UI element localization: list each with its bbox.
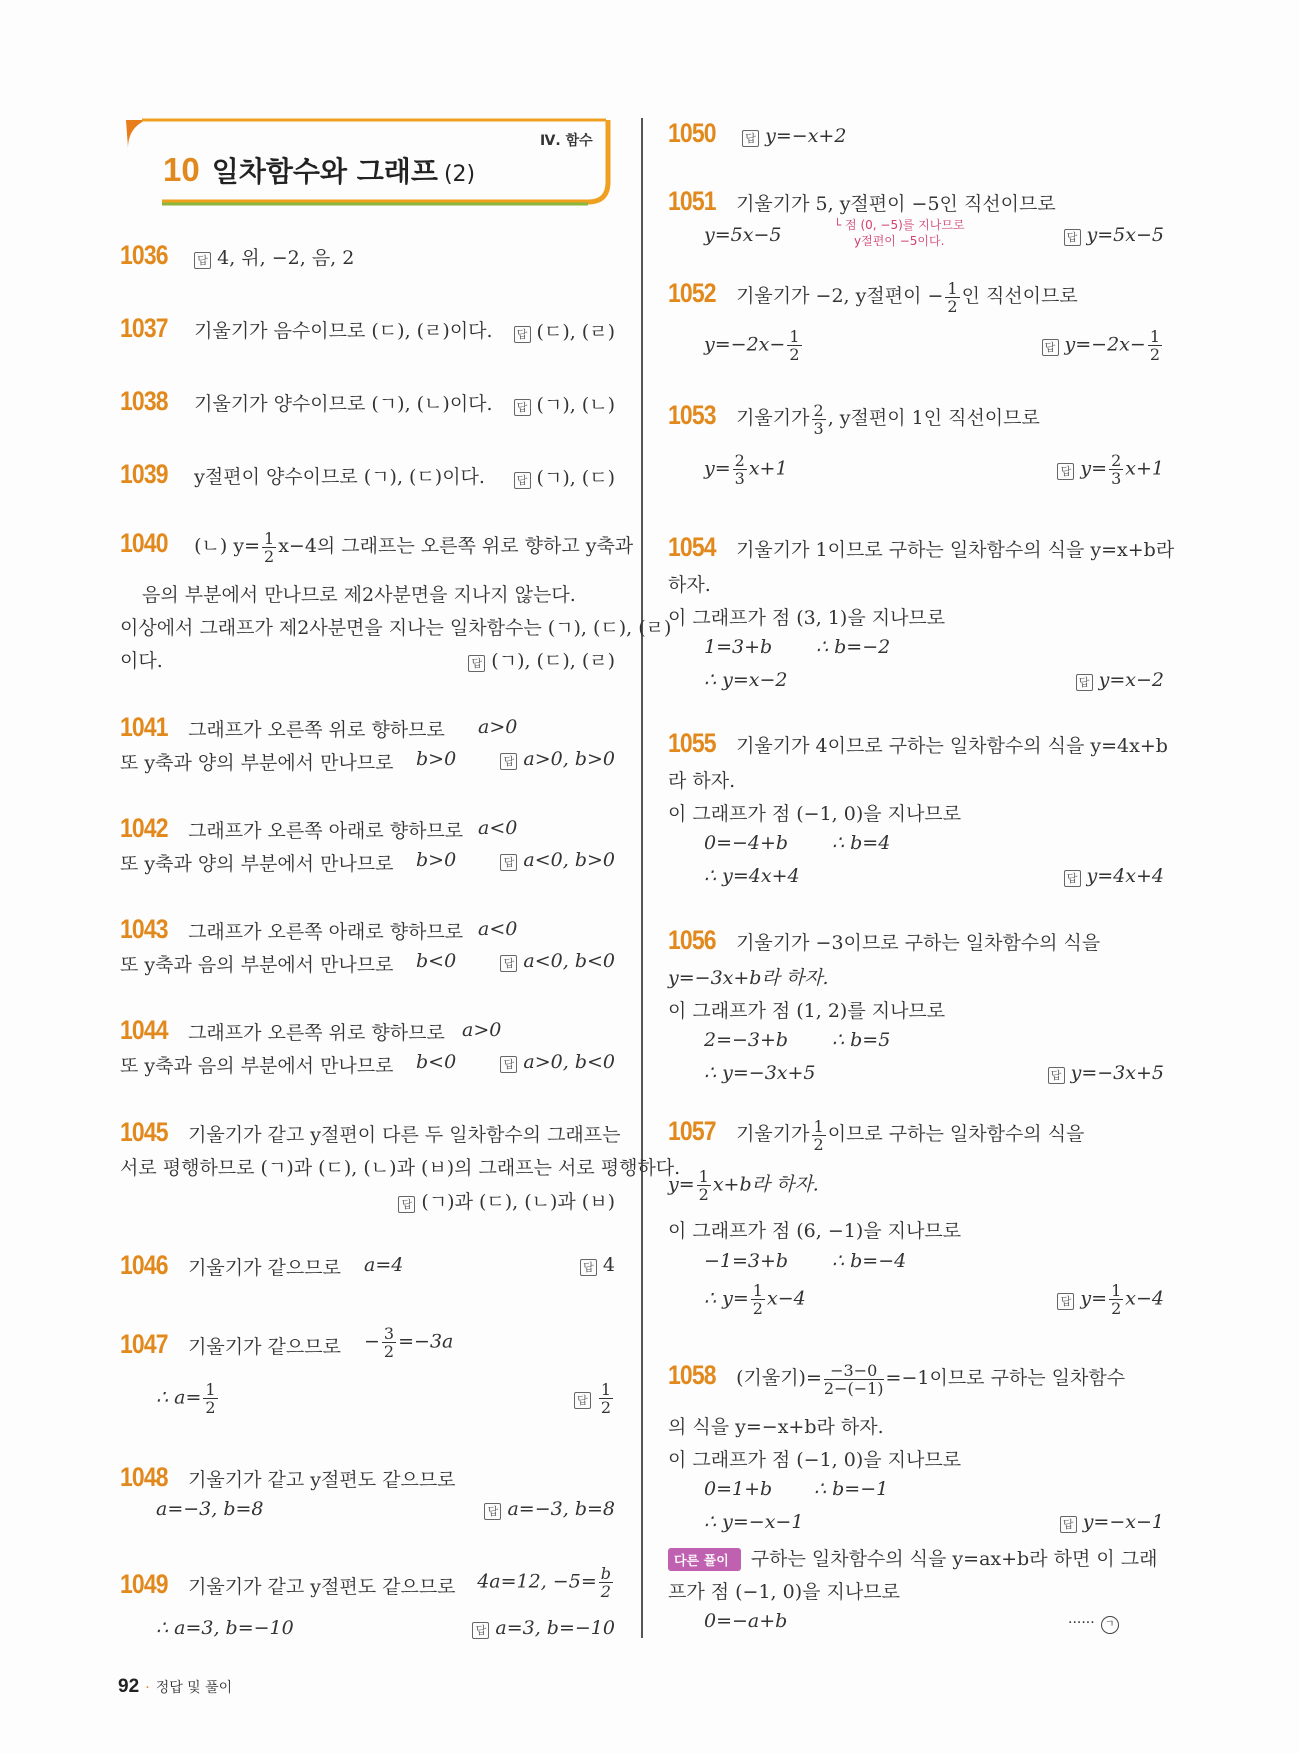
problem-number: 1043 — [120, 914, 168, 944]
equation: ∴ b=4 — [832, 832, 891, 854]
answer-icon: 답 — [1057, 463, 1074, 480]
fraction: $\frac{1}{2}$ — [947, 278, 958, 316]
answer-text: a=3, b=−10 — [495, 1617, 615, 1639]
answer-icon: 답 — [1076, 674, 1093, 691]
answer-text: y=−x+2 — [765, 125, 847, 147]
page-number: 92 — [118, 1676, 140, 1697]
problem-1054 — [668, 532, 1175, 692]
answer-text: y= — [1080, 1287, 1108, 1310]
solution-text: 기울기가 같고 y절편이 다른 두 일차함수의 그래프는 — [188, 1124, 621, 1146]
equation: ∴ a=3, b=−10 — [156, 1617, 294, 1639]
problem-1036 — [120, 240, 354, 271]
equation: y=−2x− $\frac{1}{2}$ — [704, 327, 800, 364]
alternative-solution-tag: 다른 풀이 — [668, 1548, 741, 1571]
answer-text: (ㄷ), (ㄹ) — [536, 321, 615, 343]
solution-text: 기울기가 −2, y절편이 − — [736, 285, 944, 307]
equation: 1=3+b — [704, 636, 773, 658]
equation: −1=3+b — [704, 1250, 789, 1272]
problem-1038 — [120, 386, 615, 417]
solution-text: 이 그래프가 점 (1, 2)를 지나므로 — [668, 1000, 946, 1022]
problem-number: 1047 — [120, 1329, 168, 1359]
chapter-header — [118, 118, 610, 202]
solution-text: 기울기가 음수이므로 (ㄷ), (ㄹ)이다. — [194, 320, 493, 342]
solution-text: 기울기가 5, y절편이 −5인 직선이므로 — [736, 193, 1056, 215]
problem-1046 — [120, 1250, 615, 1290]
problem-1044 — [120, 1015, 615, 1085]
equation-reference: ······ ㄱ — [1068, 1610, 1119, 1634]
problem-1050 — [668, 118, 846, 149]
problem-1051 — [668, 186, 1164, 256]
equation: y= $\frac{1}{2}$ x+b라 하자. — [668, 1167, 819, 1204]
fraction: $\frac{-3-0}{2-(-1)}$ — [823, 1360, 884, 1398]
solution-text: 이므로 구하는 일차함수의 식을 — [827, 1123, 1085, 1145]
solution-text: 기울기가 같으므로 — [188, 1336, 341, 1358]
problem-number: 1056 — [668, 925, 716, 955]
answer-icon: 답 — [742, 130, 759, 147]
solution-text: 기울기가 4이므로 구하는 일차함수의 식을 y=4x+b — [736, 735, 1168, 757]
solution-text: 기울기가 −3이므로 구하는 일차함수의 식을 — [736, 932, 1101, 954]
answer-text: 4, 위, −2, 음, 2 — [217, 247, 355, 269]
equation: ∴ y= $\frac{1}{2}$ x−4 — [704, 1281, 806, 1318]
solution-text: 이다. — [120, 650, 163, 672]
solution-text: 서로 평행하므로 (ㄱ)과 (ㄷ), (ㄴ)과 (ㅂ)의 그래프는 서로 평행하다. — [120, 1157, 681, 1179]
answer-text: y=−2x− — [1064, 333, 1146, 356]
problem-1057: 1057 기울기가 $\frac{1}{2}$ 이므로 구하는 일차함수의 식을 y= $\frac{1}{2}$ x+b라 하자. 이 그래프가 점 (6, −1)을 지나므로 −1=3+b ∴ b=−4 ∴ y= $\frac{1}{2}$ x−4 답 y= $\frac{1}{2}$ x−4 — [668, 1116, 1164, 1318]
condition-a: a>0 — [462, 1019, 502, 1041]
problem-1047 — [120, 1325, 615, 1425]
section-label: Ⅳ. 함수 — [540, 133, 593, 149]
annotation-note: └ 점 (0, −5)를 지나므로 — [834, 218, 965, 232]
solution-text: 라 하자. — [668, 770, 736, 792]
problem-number: 1058 — [668, 1360, 716, 1390]
answer-icon: 답 — [1060, 1516, 1077, 1533]
solution-text: x−4의 그래프는 오른쪽 위로 향하고 y축과 — [278, 535, 634, 557]
answer-icon: 답 — [514, 399, 531, 416]
problem-number: 1057 — [668, 1116, 716, 1146]
problem-number: 1038 — [120, 386, 168, 416]
problem-1039 — [120, 459, 615, 490]
problem-1041 — [120, 712, 615, 782]
answer-icon: 답 — [574, 1392, 591, 1409]
equation: ∴ y=−x−1 — [704, 1511, 804, 1533]
problem-1049 — [120, 1565, 615, 1645]
solution-text: 그래프가 오른쪽 위로 향하므로 — [188, 1022, 445, 1044]
column-divider — [641, 118, 643, 1638]
solution-text: 기울기가 양수이므로 (ㄱ), (ㄴ)이다. — [194, 393, 493, 415]
problem-number: 1045 — [120, 1117, 168, 1147]
condition-b: b>0 — [416, 748, 457, 770]
solution-text: 또 y축과 양의 부분에서 만나므로 — [120, 752, 394, 774]
condition-a: a>0 — [478, 716, 518, 738]
answer-icon: 답 — [500, 1056, 517, 1073]
fraction: $\frac{2}{3}$ — [813, 400, 824, 438]
solution-text: y절편이 양수이므로 (ㄱ), (ㄷ)이다. — [194, 466, 485, 488]
answer-text: (ㄱ), (ㄴ) — [536, 394, 615, 416]
condition-a: a=4 — [364, 1254, 404, 1276]
solution-text: 그래프가 오른쪽 위로 향하므로 — [188, 719, 445, 741]
answer-text: (ㄱ)과 (ㄷ), (ㄴ)과 (ㅂ) — [421, 1191, 615, 1213]
problem-number: 1037 — [120, 313, 168, 343]
solution-text: , y절편이 1인 직선이므로 — [827, 407, 1040, 429]
solution-text: 기울기가 — [736, 407, 810, 429]
answer-icon: 답 — [1064, 870, 1081, 887]
equation: 4a=12, −5= $\frac{b}{2}$ — [477, 1564, 611, 1601]
equation: − $\frac{3}{2}$ =−3a — [364, 1324, 454, 1361]
problem-number: 1054 — [668, 532, 716, 562]
answer-text: a=−3, b=8 — [507, 1498, 615, 1520]
problem-1053: 1053 기울기가 $\frac{2}{3}$ , y절편이 1인 직선이므로 y= $\frac{2}{3}$ x+1 답 y= $\frac{2}{3}$ x+1 — [668, 400, 1164, 488]
answer-text: y=−x−1 — [1082, 1511, 1164, 1533]
answer-icon: 답 — [514, 326, 531, 343]
problem-number: 1040 — [120, 528, 168, 558]
answer-text: a<0, b<0 — [523, 950, 615, 972]
condition-b: b<0 — [416, 1051, 457, 1073]
answer-text: y=−3x+5 — [1070, 1062, 1164, 1084]
condition-b: b<0 — [416, 950, 457, 972]
solution-text: 이상에서 그래프가 제2사분면을 지나는 일차함수는 (ㄱ), (ㄷ), (ㄹ) — [120, 617, 672, 639]
condition-a: a<0 — [478, 817, 518, 839]
equation: 0=1+b — [704, 1478, 773, 1500]
equation: y=5x−5 — [704, 224, 782, 246]
problem-1042 — [120, 813, 615, 883]
problem-number: 1044 — [120, 1015, 168, 1045]
answer-icon: 답 — [1042, 339, 1059, 356]
problem-1048 — [120, 1462, 615, 1532]
chapter-number: 10 — [163, 151, 200, 188]
solution-text: 그래프가 오른쪽 아래로 향하므로 — [188, 921, 464, 943]
problem-1058 — [668, 1360, 1164, 1650]
equation: ∴ y=x−2 — [704, 669, 788, 691]
fraction: $\frac{1}{2}$ — [264, 528, 275, 566]
solution-text: 인 직선이므로 — [961, 285, 1078, 307]
problem-number: 1050 — [668, 118, 716, 148]
chapter-part: (2) — [443, 162, 476, 187]
solution-text: 또 y축과 음의 부분에서 만나므로 — [120, 954, 394, 976]
fraction: $\frac{1}{2}$ — [813, 1116, 824, 1154]
equation: ∴ b=5 — [832, 1029, 891, 1051]
problem-number: 1048 — [120, 1462, 168, 1492]
chapter-title-line — [163, 150, 475, 190]
answer-text: y=5x−5 — [1086, 224, 1164, 246]
problem-number: 1052 — [668, 278, 716, 308]
answer-text: a>0, b<0 — [523, 1051, 615, 1073]
answer-text: 4 — [602, 1254, 615, 1276]
solution-text: 기울기가 — [736, 1123, 810, 1145]
problem-1037 — [120, 313, 615, 344]
equation: 0=−4+b — [704, 832, 789, 854]
problem-number: 1039 — [120, 459, 168, 489]
equation: ∴ b=−2 — [816, 636, 891, 658]
answer-icon: 답 — [398, 1196, 415, 1213]
answer-text: $\frac{1}{2}$ — [600, 1380, 611, 1417]
answer-icon: 답 — [472, 1622, 489, 1639]
solution-text: 기울기가 같으므로 — [188, 1257, 341, 1279]
answer-text: y=x−2 — [1098, 669, 1164, 691]
solution-text: 이 그래프가 점 (−1, 0)을 지나므로 — [668, 803, 962, 825]
answer-text: a>0, b>0 — [523, 748, 615, 770]
footer-label: 정답 및 풀이 — [155, 1680, 233, 1696]
equation: ∴ y=−3x+5 — [704, 1062, 816, 1084]
answer-icon: 답 — [500, 955, 517, 972]
problem-1043 — [120, 914, 615, 984]
solution-text: 기울기가 1이므로 구하는 일차함수의 식을 y=x+b라 — [736, 539, 1175, 561]
solution-text: 그래프가 오른쪽 아래로 향하므로 — [188, 820, 464, 842]
answer-text: (ㄱ), (ㄷ) — [536, 467, 615, 489]
solution-text: 또 y축과 음의 부분에서 만나므로 — [120, 1055, 394, 1077]
problem-1055 — [668, 728, 1168, 888]
circled-mark: ㄱ — [1101, 1616, 1119, 1634]
solution-text: 하자. — [668, 574, 711, 596]
problem-1052: 1052 기울기가 −2, y절편이 − $\frac{1}{2}$ 인 직선이므로 y=−2x− $\frac{1}{2}$ 답 y=−2x− $\frac{1}{2}$ — [668, 278, 1160, 364]
solution-text: 기울기가 같고 y절편도 같으므로 — [188, 1469, 456, 1491]
problem-1056 — [668, 925, 1164, 1085]
answer-text: a<0, b>0 — [523, 849, 615, 871]
problem-number: 1046 — [120, 1250, 168, 1280]
chapter-title: 일차함수와 그래프 — [211, 155, 438, 188]
answer-icon: 답 — [1057, 1293, 1074, 1310]
solution-text: 기울기가 같고 y절편도 같으므로 — [188, 1576, 456, 1598]
equation: ∴ a= $\frac{1}{2}$ — [156, 1380, 216, 1417]
equation: ∴ b=−4 — [832, 1250, 907, 1272]
answer-text: y= — [1080, 457, 1108, 480]
answer-icon: 답 — [484, 1503, 501, 1520]
answer-icon: 답 — [500, 854, 517, 871]
solution-text: 구하는 일차함수의 식을 y=ax+b라 하면 이 그래 — [750, 1548, 1158, 1570]
solution-text: 의 식을 y=−x+b라 하자. — [668, 1416, 884, 1438]
solution-text: y=−3x+b라 하자. — [668, 967, 829, 989]
solution-text: 음의 부분에서 만나므로 제2사분면을 지나지 않는다. — [142, 584, 576, 606]
solution-text: 이 그래프가 점 (6, −1)을 지나므로 — [668, 1220, 962, 1242]
problem-1045 — [120, 1117, 681, 1217]
problem-number: 1042 — [120, 813, 168, 843]
answer-text: (ㄱ), (ㄷ), (ㄹ) — [491, 650, 615, 672]
solution-text: 이 그래프가 점 (3, 1)을 지나므로 — [668, 607, 946, 629]
solution-text: 또 y축과 양의 부분에서 만나므로 — [120, 853, 394, 875]
problem-number: 1055 — [668, 728, 716, 758]
equation: 2=−3+b — [704, 1029, 789, 1051]
solution-text: 이 그래프가 점 (−1, 0)을 지나므로 — [668, 1449, 962, 1471]
problem-number: 1049 — [120, 1569, 168, 1599]
equation: a=−3, b=8 — [156, 1498, 264, 1520]
answer-icon: 답 — [580, 1259, 597, 1276]
answer-icon: 답 — [514, 472, 531, 489]
answer-icon: 답 — [468, 655, 485, 672]
condition-a: a<0 — [478, 918, 518, 940]
answer-icon: 답 — [1064, 229, 1081, 246]
equation: ∴ b=−1 — [814, 1478, 889, 1500]
answer-text: y=4x+4 — [1086, 865, 1164, 887]
answer-icon: 답 — [500, 753, 517, 770]
annotation-note: y절편이 −5이다. — [854, 234, 945, 248]
condition-b: b>0 — [416, 849, 457, 871]
problem-number: 1053 — [668, 400, 716, 430]
equation: 0=−a+b — [704, 1610, 788, 1632]
page-footer: 92 · 정답 및 풀이 — [118, 1676, 233, 1697]
solution-text: (기울기)= — [736, 1367, 822, 1389]
answer-icon: 답 — [194, 252, 211, 269]
problem-number: 1036 — [120, 240, 168, 270]
problem-number: 1051 — [668, 186, 716, 216]
solution-text: (ㄴ) y= — [194, 535, 260, 557]
equation: y= $\frac{2}{3}$ x+1 — [704, 451, 788, 488]
equation: ∴ y=4x+4 — [704, 865, 800, 887]
problem-number: 1041 — [120, 712, 168, 742]
solution-text: 프가 점 (−1, 0)을 지나므로 — [668, 1581, 900, 1603]
answer-icon: 답 — [1048, 1067, 1065, 1084]
solution-text: =−1이므로 구하는 일차함수 — [885, 1367, 1126, 1389]
